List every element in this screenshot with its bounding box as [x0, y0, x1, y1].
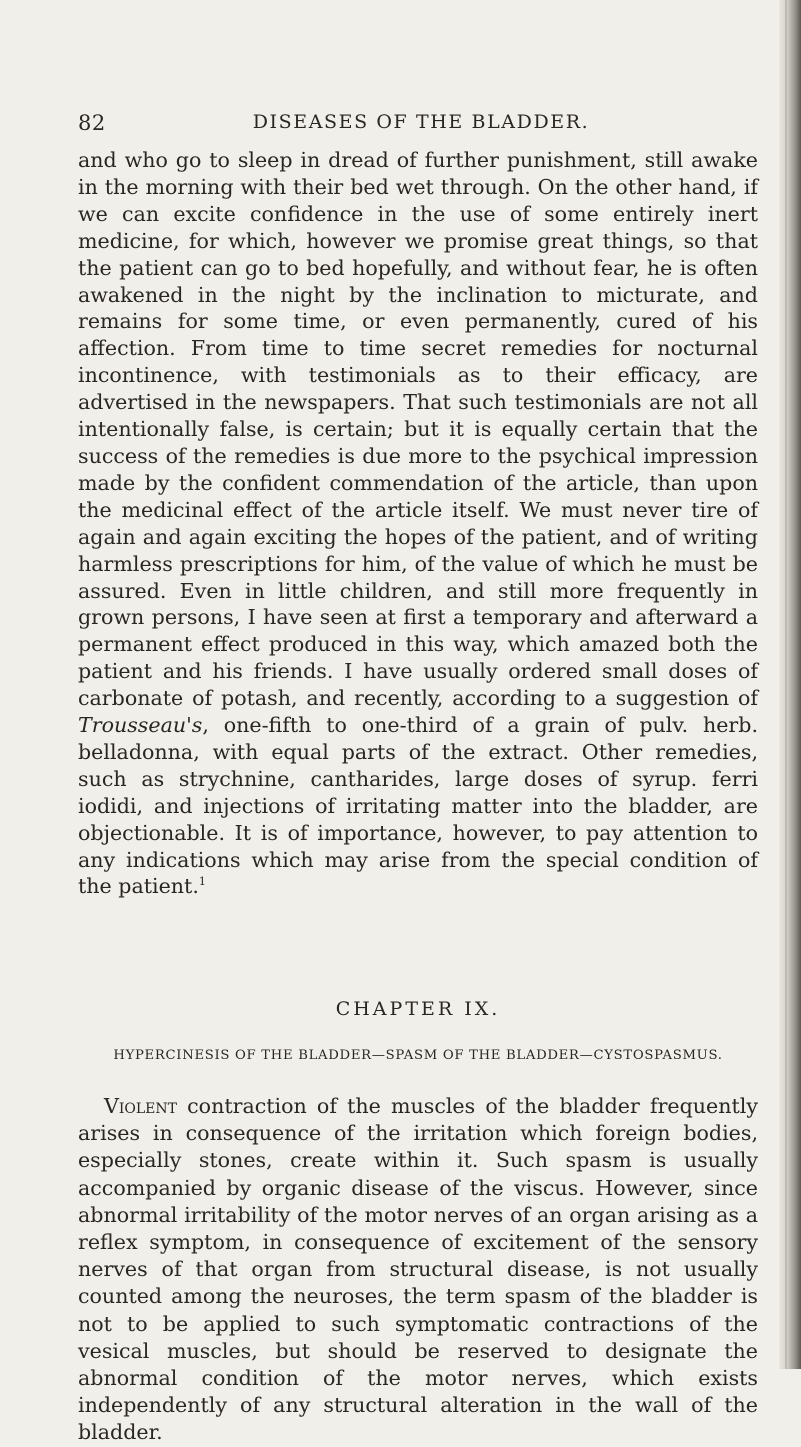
chapter-subheading: HYPERCINESIS OF THE BLADDER—SPASM OF THE BLADDER—CYSTOSPASMUS. — [113, 1048, 723, 1063]
paragraph-text-continued: , one-fifth to one-third of a grain of pulv. herb. belladonna, with equal parts of the extract. Other remedies, such as strychnine, cantharides, large doses of syrup. ferri iodidi, and injections of irritating matter into the bladder, are objectionable. It is of importance, however, to pay attention to any indications which may arise from the special condition of the patient. — [78, 713, 758, 899]
footnote-mark: 1 — [198, 875, 206, 889]
paragraph-text: and who go to sleep in dread of further punishment, still awake in the morning with their bed wet through. On the other hand, if we can excite confidence in the use of some entirely inert medicine, for which, however we promise great things, so that the patient can go to bed hopefully, and without fear, he is often awakened in the night by the inclination to micturate, and remains for some time, or even permanently, cured of his affection. From time to time secret remedies for nocturnal incontinence, with testimonials as to their efficacy, are advertised in the newspapers. That such testimonials are not all intentionally false, is certain; but it is equally certain that the success of the remedies is due more to the psychical impression made by the confident commendation of the article, than upon the medicinal effect of the article itself. We must never tire of again and again exciting the hopes of the patient, and of writing harmless prescriptions for him, of the value of which he must be assured. Even in little children, and still more frequently in grown persons, I have seen at first a temporary and afterward a permanent effect produced in this way, which amazed both the patient and his friends. I have usually ordered small doses of carbonate of potash, and recently, according to a suggestion of — [78, 148, 758, 711]
page-number: 82 — [78, 111, 106, 135]
page-header — [78, 111, 758, 137]
lead-word: Violent — [104, 1094, 177, 1118]
chapter-paragraph — [78, 1093, 758, 1447]
running-title: DISEASES OF THE BLADDER. — [252, 111, 590, 133]
italic-name: Trousseau's — [78, 713, 203, 738]
paragraph-continued — [78, 147, 758, 900]
page-edge-shadow — [779, 0, 801, 1369]
chapter-paragraph-text: contraction of the muscles of the bladder frequently arises in consequence of the irritation which foreign bodies, especially stones, create within it. Such spasm is usually accompanied by organic disease of the viscus. However, since abnormal irritability of the motor nerves of an organ arising as a reflex symptom, in consequence of excitement of the sensory nerves of that organ from structural disease, is not usually counted among the neuroses, the term spasm of the bladder is not to be applied to such symptomatic contractions of the vesical muscles, but should be reserved to designate the abnormal condition of the motor nerves, which exists independently of any structural alteration in the wall of the bladder. — [78, 1094, 758, 1445]
chapter-heading: CHAPTER IX. — [335, 998, 501, 1020]
